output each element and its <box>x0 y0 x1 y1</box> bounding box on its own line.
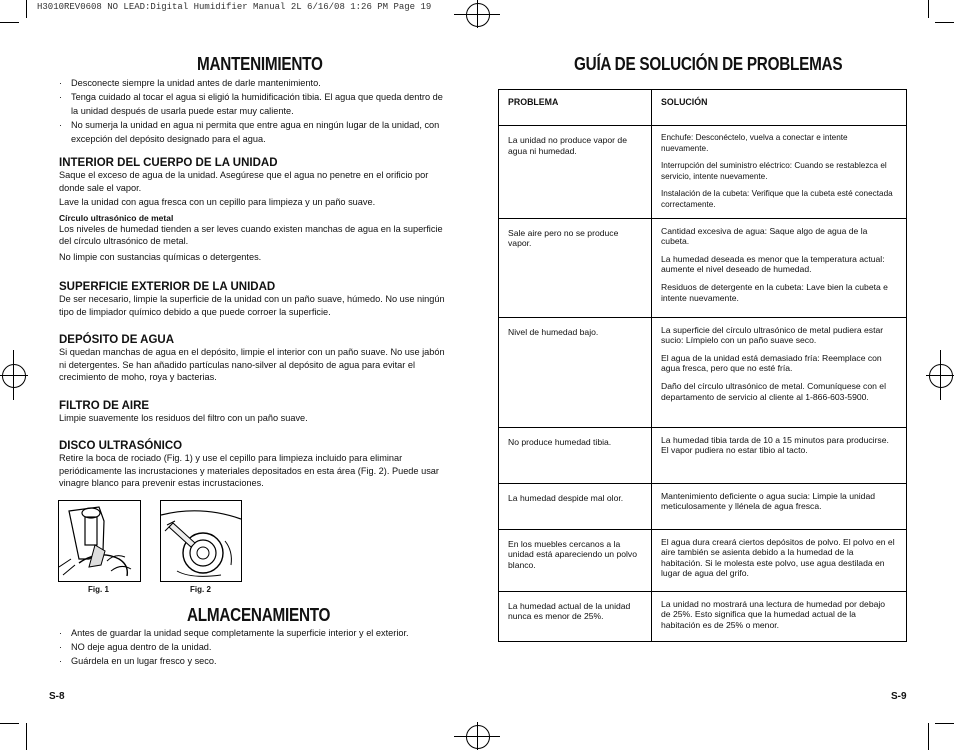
problem-cell: La humedad despide mal olor. <box>499 483 652 529</box>
list-item: · Guárdela en un lugar fresco y seco. <box>59 654 449 668</box>
troubleshooting-title: GUÍA DE SOLUCIÓN DE PROBLEMAS <box>574 54 843 74</box>
solution-line: Residuos de detergente en la cubeta: Lave bien la cubeta e intente nuevamente. <box>661 281 888 303</box>
storage-bullets <box>59 626 449 668</box>
solution-cell <box>652 218 907 317</box>
list-item: · Antes de guardar la unidad seque completamente la superficie interior y el exterior. <box>59 626 449 640</box>
table-header-row <box>499 90 907 126</box>
column-header-solution: SOLUCIÓN <box>652 90 907 126</box>
solution-line: La unidad no mostrará una lectura de humedad por debajo de 25%. Esto significa que la humedad actual de la habitación es de 25% o menor. <box>661 598 886 630</box>
table-row <box>499 126 907 219</box>
print-header: H3010REV0608 NO LEAD:Digital Humidifier Manual 2L 6/16/08 1:26 PM Page 19 <box>37 2 432 12</box>
solution-line: La humedad deseada es menor que la temperatura actual: aumente el nivel deseado de humedad. <box>661 253 885 275</box>
solution-cell <box>652 483 907 529</box>
table-row <box>499 317 907 427</box>
paragraph: Limpie suavemente los residuos del filtro con un paño suave. <box>59 413 308 423</box>
solution-line: Cantidad excesiva de agua: Saque algo de agua de la cubeta. <box>661 225 868 247</box>
figure-2-image <box>160 500 242 582</box>
figure-1-image <box>58 500 141 582</box>
list-item: · Desconecte siempre la unidad antes de darle mantenimiento. <box>59 76 444 90</box>
solution-line: El agua dura creará ciertos depósitos de polvo. El polvo en el aire también se asienta debido a la humedad de la habitación. Si le molesta este polvo, use agua destilada en lugar de agua del grifo. <box>661 536 895 579</box>
solution-line: La superficie del círculo ultrasónico de metal pudiera estar sucio: Límpielo con un paño suave seco. <box>661 324 884 346</box>
page-number-right: S-9 <box>891 691 907 702</box>
table-row <box>499 218 907 317</box>
paragraph: Retire la boca de rociado (Fig. 1) y use el cepillo para limpieza incluido para eliminar periódicamente las incrustaciones y materiales depositados en esta área (Fig. 2). Puede usar vinagre blanco para prevenir estas incrustaciones. <box>59 453 439 489</box>
solution-line: Interrupción del suministro eléctrico: Cuando se restablezca el servicio, intente nuevamente. <box>661 161 887 181</box>
problem-cell: En los muebles cercanos a la unidad está apareciendo un polvo blanco. <box>499 529 652 591</box>
section-heading: DEPÓSITO DE AGUA <box>59 334 175 346</box>
filter-section <box>59 400 449 425</box>
list-item: · NO deje agua dentro de la unidad. <box>59 640 449 654</box>
paragraph: Los niveles de humedad tienden a ser leves cuando existen manchas de agua en la superficie del círculo ultrasónico de metal. <box>59 223 443 247</box>
subheading: Círculo ultrasónico de metal <box>59 212 174 223</box>
list-item: · No sumerja la unidad en agua ni permita que entre agua en ningún lugar de la unidad, con excepción del depósito designado para el agua. <box>59 118 444 146</box>
figure-2-label: Fig. 2 <box>190 585 211 594</box>
solution-line: Mantenimiento deficiente o agua sucia: Limpie la unidad meticulosamente y llénela de agua fresca. <box>661 490 876 512</box>
column-header-problem: PROBLEMA <box>499 90 652 126</box>
problem-cell: Nivel de humedad bajo. <box>499 317 652 427</box>
solution-cell <box>652 126 907 219</box>
section-heading: SUPERFICIE EXTERIOR DE LA UNIDAD <box>59 281 276 293</box>
maintenance-bullets <box>59 76 444 146</box>
paragraph: Saque el exceso de agua de la unidad. Asegúrese que el agua no penetre en el orificio por donde sale el vapor. <box>59 170 429 193</box>
deposit-section <box>59 334 449 384</box>
disc-section <box>59 440 449 490</box>
solution-line: Enchufe: Desconéctelo, vuelva a conectar e intente nuevamente. <box>661 133 848 153</box>
solution-line: El agua de la unidad está demasiado fría: Reemplace con agua fresca, pero que no esté fría. <box>661 352 882 374</box>
solution-line: Daño del círculo ultrasónico de metal. Comuníquese con el departamento de servicio al cliente al 1-866-603-5900. <box>661 380 886 402</box>
solution-cell <box>652 529 907 591</box>
paragraph: De ser necesario, limpie la superficie de la unidad con un paño suave, húmedo. No use ningún tipo de limpiador químico debido a que puede corroer la superficie. <box>59 294 445 317</box>
paragraph: No limpie con sustancias químicas o detergentes. <box>59 251 262 262</box>
list-item: · Tenga cuidado al tocar el agua si eligió la humidificación tibia. El agua que queda dentro de la unidad después de usarla puede estar muy caliente. <box>59 90 444 118</box>
problem-cell: No produce humedad tibia. <box>499 427 652 483</box>
paragraph: Lave la unidad con agua fresca con un cepillo para limpieza y un paño suave. <box>59 197 376 208</box>
solution-cell <box>652 427 907 483</box>
section-heading: DISCO ULTRASÓNICO <box>59 440 183 452</box>
table-row <box>499 529 907 591</box>
solution-cell <box>652 591 907 641</box>
problem-cell: La humedad actual de la unidad nunca es menor de 25%. <box>499 591 652 641</box>
maintenance-title: MANTENIMIENTO <box>197 54 323 74</box>
section-heading: INTERIOR DEL CUERPO DE LA UNIDAD <box>59 157 278 169</box>
table-row <box>499 427 907 483</box>
troubleshooting-table <box>498 89 907 642</box>
solution-line: La humedad tibia tarda de 10 a 15 minutos para producirse. El vapor pudiera no estar tibio al tacto. <box>661 434 889 456</box>
storage-title: ALMACENAMIENTO <box>187 605 331 625</box>
figure-1-label: Fig. 1 <box>88 585 109 594</box>
solution-cell <box>652 317 907 427</box>
table-row <box>499 591 907 641</box>
section-heading: FILTRO DE AIRE <box>59 400 150 412</box>
paragraph: Si quedan manchas de agua en el depósito, limpie el interior con un paño suave. No use jabón ni detergentes. Se han añadido partículas nano-silver al depósito de agua para evitar el crecimiento de moho, roya y bacterias. <box>59 347 445 383</box>
interior-section <box>59 157 449 264</box>
exterior-section <box>59 281 449 318</box>
solution-line: Instalación de la cubeta: Verifique que la cubeta esté conectada correctamente. <box>661 189 893 209</box>
table-row <box>499 483 907 529</box>
problem-cell: Sale aire pero no se produce vapor. <box>499 218 652 317</box>
page-number-left: S-8 <box>49 691 65 702</box>
problem-cell: La unidad no produce vapor de agua ni humedad. <box>499 126 652 219</box>
